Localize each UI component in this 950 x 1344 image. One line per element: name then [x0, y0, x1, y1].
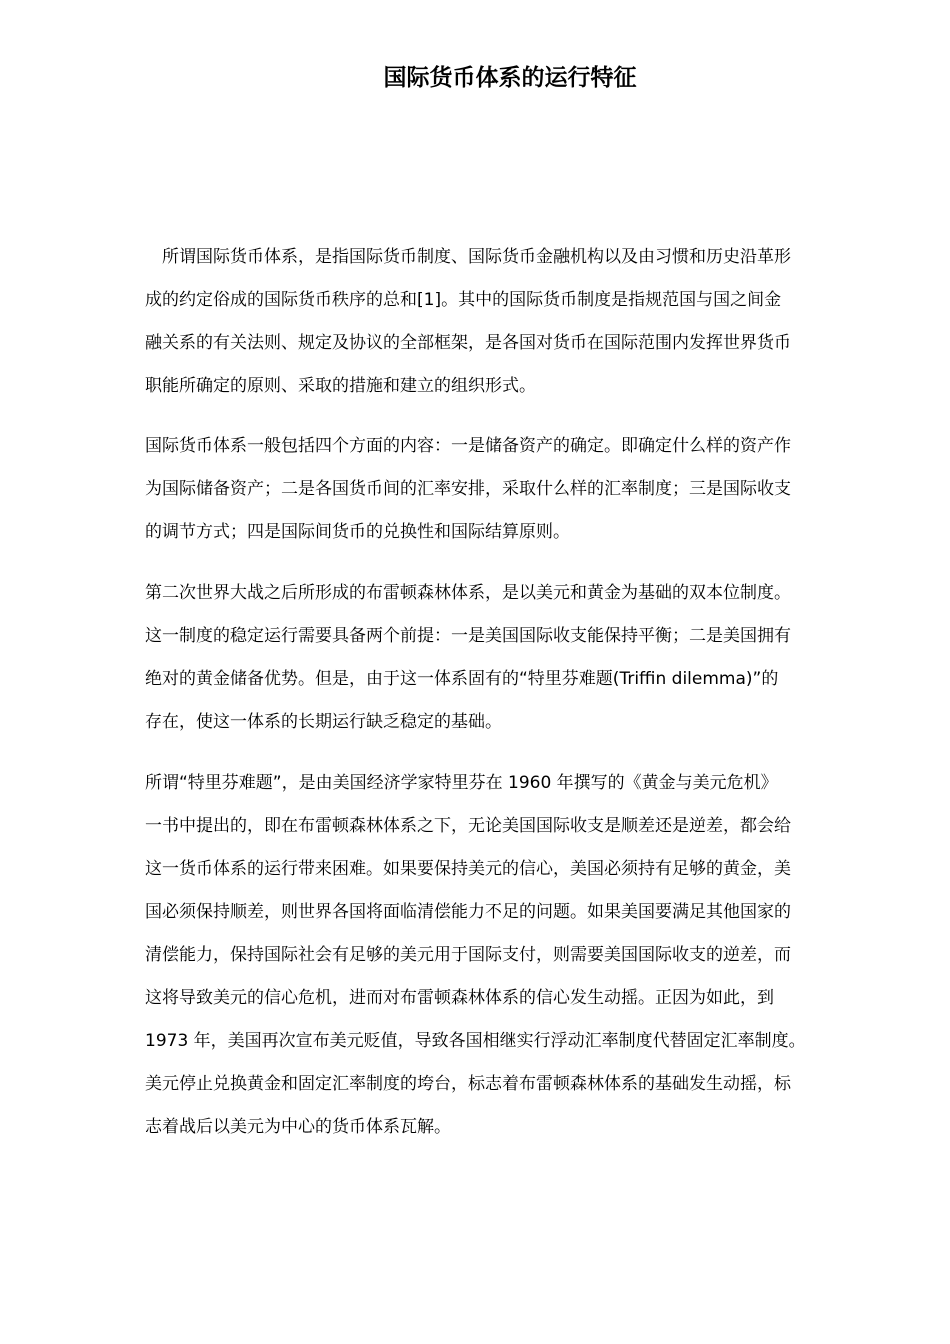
paragraph-line: 一书中提出的，即在布雷顿森林体系之下，无论美国国际收支是顺差还是逆差，都会给: [145, 816, 791, 836]
paragraph-line: 1973 年，美国再次宣布美元贬值，导致各国相继实行浮动汇率制度代替固定汇率制度。: [145, 1031, 806, 1051]
document-title: 国际货币体系的运行特征: [383, 65, 637, 91]
paragraph-line: 国必须保持顺差，则世界各国将面临清偿能力不足的问题。如果美国要满足其他国家的: [145, 902, 791, 922]
paragraph-line: 绝对的黄金储备优势。但是，由于这一体系固有的“特里芬难题(Triffin dilemma)”的: [145, 669, 779, 689]
paragraph-line: 所谓国际货币体系，是指国际货币制度、国际货币金融机构以及由习惯和历史沿革形: [162, 247, 791, 267]
paragraph-line: 为国际储备资产；二是各国货币间的汇率安排，采取什么样的汇率制度；三是国际收支: [145, 479, 791, 499]
paragraph-line: 所谓“特里芬难题”，是由美国经济学家特里芬在 1960 年撰写的《黄金与美元危机》: [145, 773, 778, 793]
paragraph-line: 这一货币体系的运行带来困难。如果要保持美元的信心，美国必须持有足够的黄金，美: [145, 859, 791, 879]
paragraph-4: [145, 762, 885, 1149]
paragraph-line: 成的约定俗成的国际货币秩序的总和[1]。其中的国际货币制度是指规范国与国之间金: [145, 290, 782, 310]
paragraph-line: 第二次世界大战之后所形成的布雷顿森林体系，是以美元和黄金为基础的双本位制度。: [145, 583, 791, 603]
paragraph-line: 的调节方式；四是国际间货币的兑换性和国际结算原则。: [145, 522, 570, 542]
paragraph-line: 志着战后以美元为中心的货币体系瓦解。: [145, 1117, 451, 1137]
paragraph-line: 这一制度的稳定运行需要具备两个前提：一是美国国际收支能保持平衡；二是美国拥有: [145, 626, 791, 646]
paragraph-line: 美元停止兑换黄金和固定汇率制度的垮台，标志着布雷顿森林体系的基础发生动摇，标: [145, 1074, 791, 1094]
paragraph-line: 存在，使这一体系的长期运行缺乏稳定的基础。: [145, 712, 502, 732]
paragraph-2: [145, 425, 885, 554]
paragraph-1: [145, 236, 885, 408]
paragraph-3: [145, 572, 885, 744]
paragraph-line: 融关系的有关法则、规定及协议的全部框架，是各国对货币在国际范围内发挥世界货币: [145, 333, 791, 353]
paragraph-line: 职能所确定的原则、采取的措施和建立的组织形式。: [145, 376, 536, 396]
paragraph-line: 国际货币体系一般包括四个方面的内容：一是储备资产的确定。即确定什么样的资产作: [145, 436, 791, 456]
document-body: [145, 236, 885, 1165]
paragraph-line: 这将导致美元的信心危机，进而对布雷顿森林体系的信心发生动摇。正因为如此，到: [145, 988, 774, 1008]
paragraph-line: 清偿能力，保持国际社会有足够的美元用于国际支付，则需要美国国际收支的逆差，而: [145, 945, 791, 965]
